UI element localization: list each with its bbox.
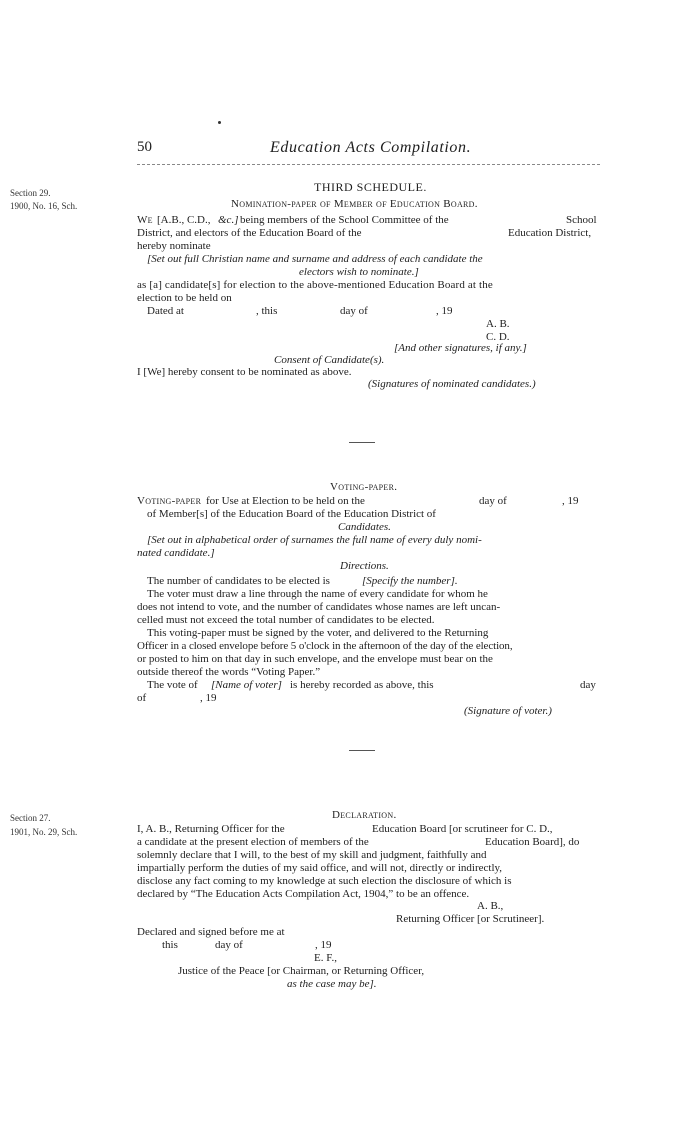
consent-signatures: (Signatures of nominated candidates.): [368, 378, 536, 390]
nomination-instruction-1: [Set out full Christian name and surname and address of each candidate the: [147, 253, 483, 265]
dated-day-of: day of: [340, 305, 368, 317]
section-divider-2: [349, 750, 375, 751]
margin-note-section: Section 29.: [10, 188, 51, 198]
margin-note-section-27: Section 27.: [10, 813, 51, 823]
candidates-heading: Candidates.: [338, 521, 391, 533]
voting-line-1: for Use at Election to be held on the: [206, 495, 365, 507]
signer-ab: A. B.: [486, 318, 510, 330]
margin-note-act-1901: 1901, No. 29, Sch.: [10, 827, 78, 837]
candidates-instruction-1: [Set out in alphabetical order of surnames the full name of every duly nomi-: [147, 534, 482, 546]
declaration-line-1: I, A. B., Returning Officer for the: [137, 823, 285, 835]
declared-year: , 19: [315, 939, 332, 951]
we-etc: &c.]: [218, 214, 239, 226]
vote-day: day: [580, 679, 596, 691]
running-title: Education Acts Compilation.: [270, 139, 472, 156]
directions-heading: Directions.: [340, 560, 389, 572]
direction-number-text: The number of candidates to be elected is: [147, 575, 330, 587]
dated-this: , this: [256, 305, 278, 317]
candidates-instruction-2: nated candidate.]: [137, 547, 215, 559]
consent-heading: Consent of Candidate(s).: [274, 354, 385, 366]
declaration-line-5: disclose any fact coming to my knowledge at such election the disclosure of which is: [137, 875, 512, 887]
dated-at: Dated at: [147, 305, 184, 317]
vote-recorded: is hereby recorded as above, this: [290, 679, 434, 691]
nomination-line-1-end: School: [566, 214, 597, 226]
declaration-signer-title: Returning Officer [or Scrutineer].: [396, 913, 545, 925]
nomination-line-1: being members of the School Committee of the: [240, 214, 449, 226]
page-number: 50: [137, 139, 152, 155]
section-divider-1: [349, 442, 375, 443]
declaration-line-3: solemnly declare that I will, to the best of my skill and judgment, faithfully and: [137, 849, 487, 861]
justice-line-1: Justice of the Peace [or Chairman, or Returning Officer,: [178, 965, 425, 977]
declaration-line-2: a candidate at the present election of members of the: [137, 836, 369, 848]
voting-line-2: of Member[s] of the Education Board of the Education District of: [147, 508, 436, 520]
nomination-instruction-2: electors wish to nominate.]: [299, 266, 419, 278]
declaration-heading: Declaration.: [332, 809, 397, 821]
we-names: [A.B., C.D.,: [157, 214, 211, 226]
direction-line-2: The voter must draw a line through the name of every candidate for whom he: [147, 588, 488, 600]
ink-dot: [218, 121, 221, 124]
justice-line-2: as the case may be].: [287, 978, 377, 990]
direction-number-spec: [Specify the number].: [362, 575, 458, 587]
nomination-line-4: as [a] candidate[s] for election to the above-mentioned Education Board at the: [137, 279, 493, 291]
declaration-line-2-end: Education Board], do: [485, 836, 580, 848]
declaration-line-1-end: Education Board [or scrutineer for C. D.,: [372, 823, 553, 835]
signer-cd: C. D.: [486, 331, 510, 343]
voting-year: , 19: [562, 495, 579, 507]
declared-before: Declared and signed before me at: [137, 926, 285, 938]
other-signatures: [And other signatures, if any.]: [394, 342, 527, 354]
margin-note-act: 1900, No. 16, Sch.: [10, 201, 78, 211]
nomination-line-2: District, and electors of the Education Board of the: [137, 227, 362, 239]
nomination-line-3: hereby nominate: [137, 240, 211, 252]
direction-line-4: celled must not exceed the total number of candidates to be elected.: [137, 614, 435, 626]
vote-text: The vote of: [147, 679, 198, 691]
direction-line-3: does not intend to vote, and the number of candidates whose names are left uncan-: [137, 601, 501, 613]
vote-of: of: [137, 692, 147, 704]
direction-line-6: Officer in a closed envelope before 5 o'clock in the afternoon of the day of the election,: [137, 640, 513, 652]
nomination-line-5: election to be held on: [137, 292, 232, 304]
voter-signature: (Signature of voter.): [464, 705, 552, 717]
declaration-line-6: declared by “The Education Acts Compilation Act, 1904,” to be an offence.: [137, 888, 470, 900]
declared-this: this: [162, 939, 178, 951]
direction-line-8: outside thereof the words “Voting Paper.”: [137, 666, 321, 678]
nomination-heading: Nomination-paper of Member of Education Board.: [231, 198, 478, 210]
schedule-heading: THIRD SCHEDULE.: [314, 180, 427, 194]
we-word: We: [137, 214, 153, 226]
dated-year: , 19: [436, 305, 453, 317]
direction-line-5: This voting-paper must be signed by the voter, and delivered to the Returning: [147, 627, 489, 639]
declared-ef: E. F.,: [314, 952, 337, 964]
vote-year: , 19: [200, 692, 217, 704]
declaration-signer: A. B.,: [477, 900, 504, 912]
declaration-line-4: impartially perform the duties of my said office, and will not, directly or indirectly,: [137, 862, 503, 874]
nomination-line-2-end: Education District,: [508, 227, 592, 239]
voting-paper-word: Voting-paper: [137, 495, 202, 507]
direction-line-7: or posted to him on that day in such envelope, and the envelope must bear on the: [137, 653, 493, 665]
declared-day-of: day of: [215, 939, 243, 951]
voting-day-of: day of: [479, 495, 507, 507]
vote-name: [Name of voter]: [211, 679, 282, 691]
header-rule: [137, 164, 600, 165]
consent-text: I [We] hereby consent to be nominated as above.: [137, 366, 352, 378]
voting-paper-heading: Voting-paper.: [330, 481, 398, 493]
